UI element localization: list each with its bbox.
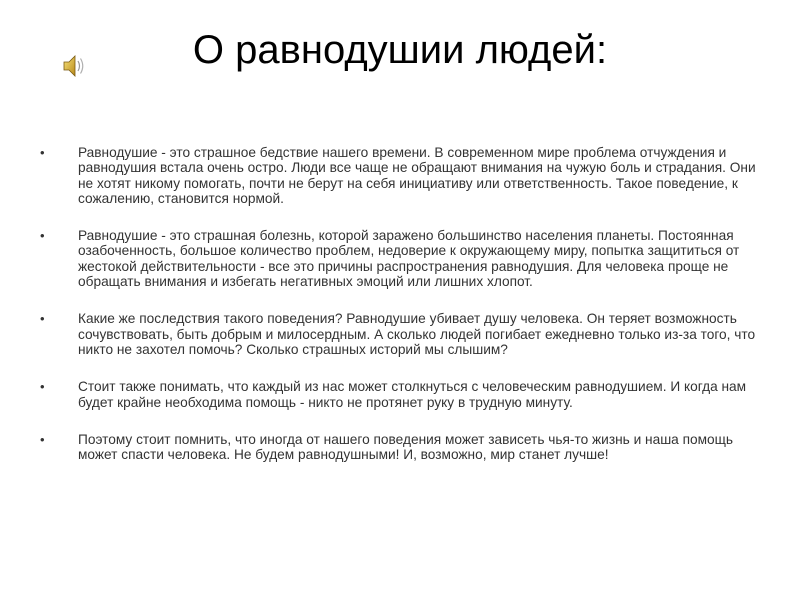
- bullet-item: [40, 379, 760, 410]
- bullet-text: Равнодушие - это страшное бедствие нашего времени. В современном мире проблема отчуждения и равнодушия встала очень остро. Люди все чаще не обращают внимания на чужую боль и страдания. Они не хотят никому помогать, почти не берут на себя инициативу или ответственность. Такое поведение, к сожалению, становится нормой.: [78, 145, 756, 206]
- bullet-item: [40, 432, 760, 463]
- bullet-text: Стоит также понимать, что каждый из нас может столкнуться с человеческим равнодушием. И когда нам будет крайне необходима помощь - никто не протянет руку в трудную минуту.: [78, 379, 747, 410]
- bullet-text: Поэтому стоит помнить, что иногда от нашего поведения может зависеть чья-то жизнь и наша помощь может спасти человека. Не будем равнодушными! И, возможно, мир станет лучше!: [78, 431, 734, 463]
- speaker-sound-icon[interactable]: [60, 52, 88, 80]
- bullet-marker: •: [40, 311, 45, 327]
- bullet-text: Равнодушие - это страшная болезнь, которой заражено большинство населения планеты. Постоянная озабоченность, большое количество проблем, недоверие к окружающему миру, попытка защититься от жестокой действительности - все это причины распространения равнодушия. Для человека проще не обращать внимания и избегать негативных эмоций или лишних хлопот.: [78, 228, 740, 290]
- bullet-marker: •: [40, 228, 45, 244]
- bullet-item: [40, 311, 760, 357]
- bullet-marker: •: [40, 145, 45, 160]
- bullet-text: Какие же последствия такого поведения? Равнодушие убивает душу человека. Он теряет возможность сочувствовать, быть добрым и милосердным. А сколько людей погибает ежедневно только из-за того, что никто не захотел помочь? Сколько страшных историй мы слышим?: [78, 311, 756, 357]
- bullet-marker: •: [40, 431, 45, 447]
- bullet-marker: •: [40, 379, 45, 395]
- bullet-item: [40, 228, 760, 289]
- bullet-list: [40, 145, 760, 484]
- slide-title: О равнодушии людей:: [192, 28, 608, 72]
- bullet-item: [40, 145, 760, 206]
